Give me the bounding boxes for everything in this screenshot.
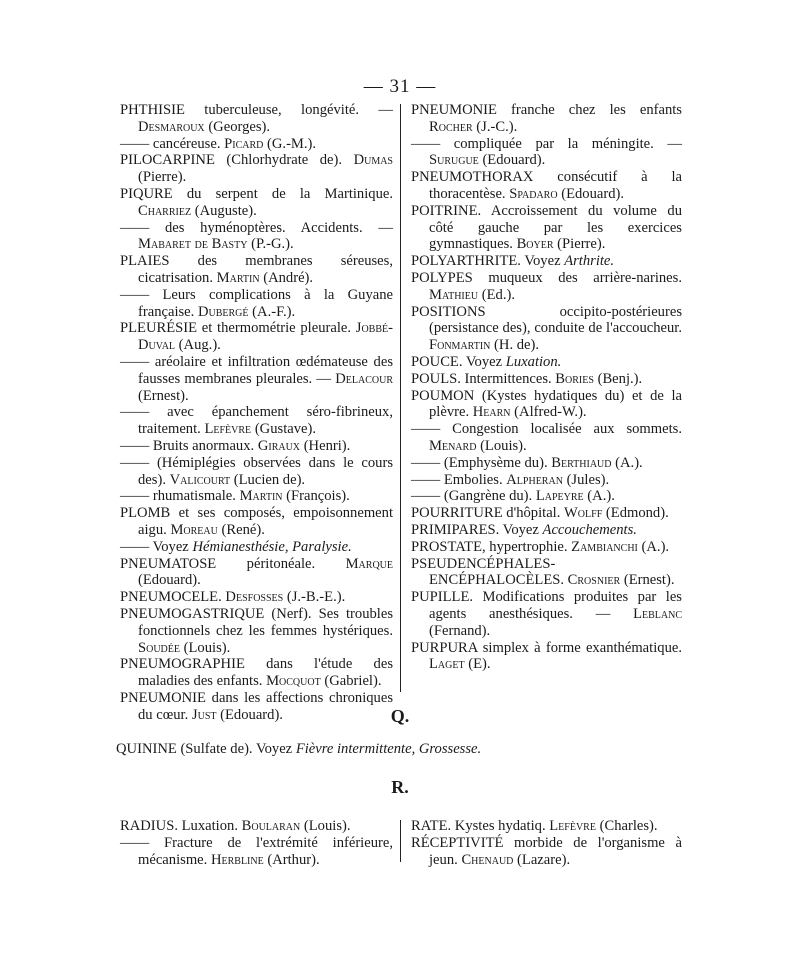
- entry-text: des hyménoptères. Accidents. —: [149, 219, 393, 236]
- entry-author: Delacour: [335, 370, 393, 387]
- entry-author-detail: (François).: [282, 488, 350, 505]
- entry-head: ——: [120, 219, 150, 236]
- entry-author: Martin: [216, 269, 260, 286]
- entry-author-detail: (Edouard).: [557, 185, 625, 202]
- entry-text: et ses composés, empoisonnement aigu.: [138, 505, 393, 538]
- entry-author: Desmaroux: [138, 118, 205, 135]
- entry-head: PUPILLE.: [411, 589, 474, 606]
- entry-author-detail: (A.).: [637, 538, 670, 555]
- entry-author: Alpheran: [506, 471, 563, 488]
- index-entry: [411, 472, 682, 489]
- index-entry: [411, 539, 682, 556]
- entry-text: (Hémiplégies observées dans le cours des).: [138, 454, 393, 488]
- index-entry: [411, 102, 682, 136]
- entry-head: PHTHISIE: [120, 102, 185, 118]
- entry-author-detail: (Ernest).: [138, 387, 189, 404]
- entry-text: Bruits anormaux.: [149, 437, 258, 454]
- entry-author-detail: (Pierre).: [138, 169, 187, 186]
- entry-italic: Accouchements.: [542, 521, 637, 538]
- entry-head: POLYPES: [411, 269, 473, 286]
- entry-text: Voyez: [499, 521, 543, 538]
- index-entry: [120, 220, 393, 254]
- entry-head: ——: [120, 135, 150, 152]
- entry-author: Bories: [555, 370, 594, 387]
- entry-author-detail: (Henri).: [300, 437, 351, 454]
- entry-author-detail: (Aug.).: [175, 337, 221, 354]
- entry-author: Moreau: [170, 521, 218, 538]
- entry-text: morbide de l'organisme à jeun.: [429, 834, 682, 868]
- entry-author-detail: (Edouard).: [138, 572, 201, 589]
- entry-author-detail: (Edouard).: [216, 706, 283, 723]
- entry-author: Mocquot: [266, 673, 321, 690]
- entry-head: POSITIONS: [411, 303, 486, 320]
- entry-author: Spadaro: [509, 185, 558, 202]
- entry-author: Boularan: [241, 818, 301, 834]
- entry-head: PLOMB: [120, 505, 171, 522]
- entry-text: Kystes hydatiq.: [451, 818, 550, 834]
- entry-head: ——: [411, 421, 441, 438]
- entry-author: Boyer: [516, 236, 554, 253]
- entry-author: Charriez: [138, 202, 192, 219]
- entry-text: tuberculeuse, longévité. —: [184, 102, 393, 118]
- index-entry: [411, 169, 682, 203]
- index-entry: [120, 606, 393, 656]
- entry-author-detail: (Louis).: [300, 818, 351, 834]
- entry-text: (Chlorhydrate de).: [214, 152, 354, 169]
- index-entry: [120, 253, 393, 287]
- entry-quinine: [116, 741, 696, 758]
- entry-head: PNEUMATOSE: [120, 555, 217, 572]
- entry-author: Dubergé: [197, 303, 249, 320]
- entry-author: Hearn: [472, 404, 511, 421]
- entry-author-detail: (Gustave).: [251, 421, 317, 438]
- entry-author: Leblanc: [633, 605, 682, 622]
- entry-author: Lefèvre: [549, 818, 596, 834]
- entry-author-detail: (Fernand).: [429, 622, 491, 639]
- entry-head: PRIMIPARES.: [411, 521, 500, 538]
- entry-author-detail: (P.-G.).: [247, 236, 294, 253]
- entry-author-detail: (A.).: [611, 454, 643, 471]
- index-entry: [120, 455, 393, 489]
- entry-head: ——: [411, 135, 441, 152]
- entry-head: PILOCARPINE: [120, 152, 215, 169]
- entry-text: consécutif à la thoracentèse.: [429, 169, 682, 202]
- entry-author-detail: (André).: [259, 269, 314, 286]
- entry-author: Marque: [345, 555, 393, 572]
- entry-head: ——: [120, 437, 150, 454]
- entry-head: RADIUS.: [120, 818, 178, 834]
- entry-author: Soudée: [138, 639, 180, 656]
- entry-author-detail: (Louis).: [476, 437, 527, 454]
- entry-text: (Sulfate de). Voyez: [176, 741, 296, 757]
- entry-head: PLAIES: [120, 253, 170, 270]
- entry-author: Dumas: [353, 152, 393, 169]
- entry-author: Surugue: [429, 152, 479, 169]
- entry-text: occipito-postérieures (persistance des), conduite de l'accoucheur.: [429, 303, 682, 337]
- section-letter-q: Q.: [390, 706, 410, 726]
- entry-text: Modifications produites par les agents anesthésiques. —: [429, 589, 682, 622]
- entry-head: PSEUDENCÉPHALES-ENCÉPHALOCÈLES.: [411, 555, 564, 589]
- index-entry: [411, 371, 682, 388]
- entry-author: Giraux: [257, 437, 301, 454]
- entry-text: (Nerf). Ses troubles fonctionnels chez les femmes hystériques.: [138, 605, 393, 639]
- index-entry: [120, 589, 393, 606]
- entry-author: Martin: [239, 488, 283, 505]
- entry-author-detail: (G.-M.).: [263, 135, 317, 152]
- entry-text: avec épanchement séro-fibrineux, traitement.: [138, 404, 393, 438]
- entry-author: Mathieu: [429, 286, 479, 303]
- entry-head: PROSTATE,: [411, 538, 486, 555]
- entry-text: rhumatismale.: [149, 488, 240, 505]
- entry-author-detail: (Georges).: [204, 118, 271, 135]
- entry-head: POUMON: [411, 387, 475, 404]
- entry-text: Luxation.: [177, 818, 242, 834]
- entry-author-detail: (Pierre).: [553, 236, 606, 253]
- entry-italic: Hémianesthésie, Paralysie.: [192, 538, 352, 555]
- entry-author: Lapeyre: [535, 488, 584, 505]
- entry-author-detail: (Edouard).: [478, 152, 546, 169]
- entry-text: Accroissement du volume du côté gauche par les exercices gymnastiques.: [429, 202, 682, 253]
- index-entry: [411, 556, 682, 590]
- entry-head: ——: [411, 454, 441, 471]
- index-entry: [411, 304, 682, 354]
- entry-text: compliquée par la méningite. —: [440, 135, 682, 152]
- entry-head: PURPURA: [411, 639, 478, 656]
- index-entry: [120, 186, 393, 220]
- entry-text: Intermittences.: [460, 370, 556, 387]
- entry-head: PNEUMONIE: [120, 689, 206, 706]
- entry-head: PNEUMOTHORAX: [411, 169, 534, 186]
- entry-text: Leurs complications à la Guyane française.: [138, 286, 393, 320]
- entry-head: ——: [120, 353, 150, 370]
- r-left-column: [120, 818, 393, 868]
- entry-author-detail: (Lucien de).: [230, 471, 306, 488]
- entry-head: ——: [120, 538, 150, 555]
- entry-head: POUCE.: [411, 353, 463, 370]
- index-entry: [120, 835, 393, 869]
- entry-head: PIQURE: [120, 185, 173, 202]
- entry-author-detail: (Alfred-W.).: [510, 404, 587, 421]
- entry-author-detail: (Jules).: [562, 471, 610, 488]
- entry-head: PNEUMOGRAPHIE: [120, 656, 245, 673]
- entry-head: ——: [411, 471, 441, 488]
- entry-text: Voyez: [149, 538, 193, 555]
- entry-head: ——: [120, 286, 150, 303]
- entry-italic: Fièvre intermittente, Grossesse.: [295, 741, 482, 757]
- entry-head: POLYARTHRITE.: [411, 253, 521, 270]
- entry-author-detail: (A.-F.).: [248, 303, 296, 320]
- index-entry: [120, 152, 393, 186]
- entry-head: ——: [120, 488, 150, 505]
- entry-text: Voyez: [462, 353, 506, 370]
- index-entry: [120, 320, 393, 354]
- entry-author: Zambianchi: [571, 538, 638, 555]
- index-entry: [411, 835, 682, 869]
- entry-head: RÉCEPTIVITÉ: [411, 834, 504, 851]
- entry-author: Fonmartin: [429, 337, 491, 354]
- index-entry: [120, 287, 393, 321]
- index-entry: [120, 505, 393, 539]
- entry-text: (Gangrène du).: [440, 488, 536, 505]
- index-entry: [120, 404, 393, 438]
- index-entry: [120, 818, 393, 835]
- entry-author-detail: (Ernest).: [620, 572, 675, 589]
- entry-author-detail: (J.-B.-E.).: [283, 589, 346, 606]
- index-entry: [411, 455, 682, 472]
- entry-author: Rocher: [429, 118, 473, 135]
- entry-text: hypertrophie.: [485, 538, 572, 555]
- entry-head: PLEURÉSIE: [120, 320, 198, 337]
- entry-head: ——: [411, 488, 441, 505]
- index-entry: [120, 556, 393, 590]
- index-entry: [411, 136, 682, 170]
- entry-text: Fracture de l'extrémité inférieure, mécanisme.: [138, 834, 393, 868]
- index-entry: [120, 354, 393, 404]
- index-entry: [411, 270, 682, 304]
- entry-author: Picard: [224, 135, 264, 152]
- index-entry: [411, 522, 682, 539]
- entry-text: et thermométrie pleurale.: [197, 320, 356, 337]
- entry-text: muqueux des arrière-narines.: [472, 269, 682, 286]
- index-entry: [411, 203, 682, 253]
- entry-author: Desfosses: [225, 589, 284, 606]
- entry-author: Jobbé-Duval: [138, 320, 393, 354]
- entry-author: Mabaret de Basty: [138, 236, 248, 253]
- entry-author-detail: (Louis).: [180, 639, 231, 656]
- entry-head: POITRINE.: [411, 202, 482, 219]
- entry-head: POULS.: [411, 370, 461, 387]
- index-entry: [411, 818, 682, 835]
- column-divider: [400, 104, 401, 692]
- entry-text: Congestion localisée aux sommets.: [440, 421, 682, 438]
- entry-head: PNEUMOCELE.: [120, 589, 222, 606]
- entry-author: Crosnier: [567, 572, 621, 589]
- entry-author-detail: (René).: [217, 521, 265, 538]
- entry-head: ——: [120, 834, 150, 851]
- entry-author: Herbline: [210, 851, 264, 868]
- page-number: — 31 —: [363, 76, 437, 97]
- index-entry: [411, 253, 682, 270]
- index-entry: [411, 388, 682, 422]
- entry-author: Valicourt: [169, 471, 231, 488]
- entry-text: aréolaire et infiltration œdémateuse des fausses membranes pleurales. —: [138, 353, 393, 387]
- entry-author: Wolff: [564, 505, 603, 522]
- entry-author: Menard: [429, 437, 477, 454]
- entry-text: (Kystes hydatiques du) et de la plèvre.: [429, 387, 682, 421]
- entry-text: simplex à forme exanthématique.: [477, 639, 682, 656]
- index-entry: [120, 539, 393, 556]
- entry-author-detail: (J.-C.).: [472, 118, 518, 135]
- entry-text: dans l'étude des maladies des enfants.: [138, 656, 393, 690]
- index-entry: [120, 438, 393, 455]
- entry-author-detail: (Arthur).: [263, 851, 320, 868]
- entry-author: Laget: [429, 656, 465, 673]
- entry-head: QUININE: [116, 741, 177, 757]
- entry-head: POURRITURE: [411, 505, 503, 522]
- entry-italic: Arthrite.: [564, 253, 615, 270]
- entry-text: péritonéale.: [216, 555, 346, 572]
- entry-head: ——: [120, 454, 150, 471]
- entry-author-detail: (Edmond).: [602, 505, 669, 522]
- index-entry: [411, 505, 682, 522]
- entry-text: Voyez: [520, 253, 565, 270]
- entry-text: d'hôpital.: [502, 505, 565, 522]
- entry-head: PNEUMOGASTRIQUE: [120, 605, 265, 622]
- entry-text: du serpent de la Martinique.: [172, 185, 393, 202]
- entry-text: Embolies.: [440, 471, 507, 488]
- entry-author-detail: (H. de).: [490, 337, 540, 354]
- left-column: [120, 102, 393, 723]
- entry-author-detail: (Auguste).: [191, 202, 257, 219]
- entry-author-detail: (Lazare).: [513, 851, 571, 868]
- index-entry: [411, 488, 682, 505]
- index-entry: [120, 102, 393, 136]
- right-column: [411, 102, 682, 673]
- index-entry: [411, 421, 682, 455]
- entry-author-detail: (A.).: [583, 488, 615, 505]
- index-entry: [120, 488, 393, 505]
- index-entry: [411, 589, 682, 639]
- entry-head: ——: [120, 404, 150, 421]
- entry-author: Just: [191, 706, 217, 723]
- index-entry: [411, 354, 682, 371]
- entry-author: Berthiaud: [551, 454, 612, 471]
- index-entry: [411, 640, 682, 674]
- entry-author-detail: (Gabriel).: [320, 673, 382, 690]
- entry-author-detail: (E).: [464, 656, 491, 673]
- entry-text: franche chez les enfants: [496, 102, 682, 118]
- index-entry: [120, 136, 393, 153]
- entry-author-detail: (Ed.).: [478, 286, 515, 303]
- entry-text: des membranes séreuses, cicatrisation.: [138, 253, 393, 286]
- entry-head: PNEUMONIE: [411, 102, 497, 118]
- entry-text: cancéreuse.: [149, 135, 225, 152]
- entry-italic: Luxation.: [505, 353, 562, 370]
- entry-author: Chenaud: [461, 851, 514, 868]
- entry-text: dans les affections chroniques du cœur.: [138, 689, 393, 723]
- entry-author-detail: (Benj.).: [593, 370, 643, 387]
- entry-author-detail: (Charles).: [595, 818, 658, 834]
- section-letter-r: R.: [391, 777, 409, 797]
- entry-head: RATE.: [411, 818, 452, 834]
- index-entry: [120, 656, 393, 690]
- r-column-divider: [400, 820, 401, 862]
- entry-author: Lefèvre: [204, 421, 252, 438]
- entry-text: (Emphysème du).: [440, 454, 552, 471]
- r-right-column: [411, 818, 682, 868]
